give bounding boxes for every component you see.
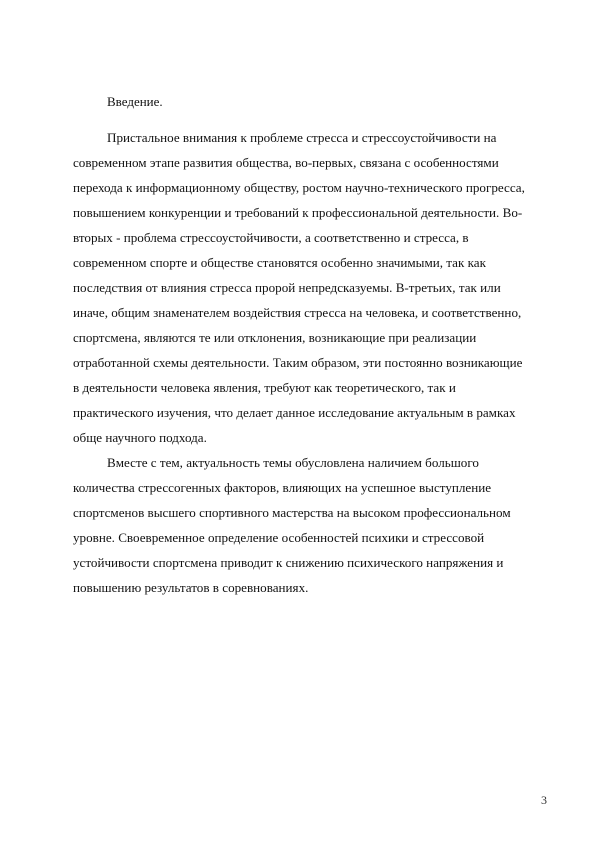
- paragraph-1-line: в деятельности человека явления, требуют как теоретического, так и: [73, 380, 456, 395]
- paragraph-1-line: отработанной схемы деятельности. Таким образом, эти постоянно возникающие: [73, 355, 523, 370]
- paragraph-1-line: обще научного подхода.: [73, 430, 207, 445]
- paragraph-1-line: спортсмена, являются те или отклонения, возникающие при реализации: [73, 330, 477, 345]
- paragraph-1-line: перехода к информационному обществу, ростом научно-технического прогресса,: [73, 180, 525, 195]
- paragraph-2-line: повышению результатов в соревнованиях.: [73, 580, 309, 595]
- paragraph-2-line: спортсменов высшего спортивного мастерства на высоком профессиональном: [73, 505, 511, 520]
- paragraph-1-line: Пристальное внимания к проблеме стресса и стрессоустойчивости на: [107, 130, 497, 145]
- paragraph-1-line: иначе, общим знаменателем воздействия стресса на человека, и соответственно,: [73, 305, 522, 320]
- body-text: [73, 125, 553, 600]
- page-number: 3: [541, 793, 547, 807]
- paragraph-1-line: повышением конкуренции и требований к профессиональной деятельности. Во-: [73, 205, 523, 220]
- paragraph-2-line: количества стрессогенных факторов, влияющих на успешное выступление: [73, 480, 492, 495]
- paragraph-2-line: устойчивости спортсмена приводит к снижению психического напряжения и: [73, 555, 504, 570]
- paragraph-1-line: вторых - проблема стрессоустойчивости, а соответственно и стресса, в: [73, 230, 469, 245]
- paragraph-2-line: уровне. Своевременное определение особенностей психики и стрессовой: [73, 530, 485, 545]
- paragraph-1-line: практического изучения, что делает данное исследование актуальным в рамках: [73, 405, 516, 420]
- paragraph-1-line: последствия от влияния стресса пророй непредсказуемы. В-третьих, так или: [73, 280, 501, 295]
- paragraph-1-line: современном спорте и обществе становятся особенно значимыми, так как: [73, 255, 486, 270]
- paragraph-1-line: современном этапе развития общества, во-первых, связана с особенностями: [73, 155, 499, 170]
- paragraph-2-line: Вместе с тем, актуальность темы обусловлена наличием большого: [107, 455, 479, 470]
- section-heading: Введение.: [107, 94, 163, 109]
